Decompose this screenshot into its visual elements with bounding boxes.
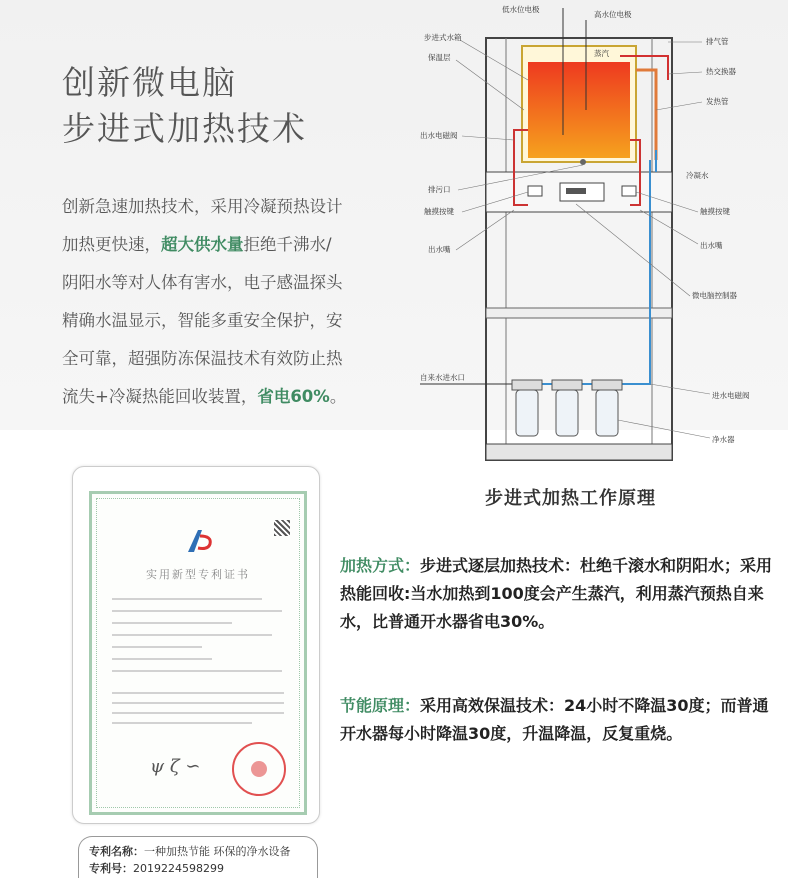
label-insulation: 保温层: [428, 53, 451, 62]
label-steam: 蒸汽: [594, 49, 609, 58]
patent-number-value: 2019224598299: [133, 862, 224, 875]
intro-text-1: 创新急速加热技术，采用冷凝预热设计加热更快速，: [62, 197, 343, 254]
heating-diagram: [410, 0, 788, 470]
patent-logo-icon: [184, 528, 214, 554]
patent-name-row: [89, 843, 307, 860]
heating-method-label: 加热方式：: [340, 556, 421, 575]
heating-method-text: 步进式逐层加热技术：杜绝千滚水和阴阳水；采用热能回收:当水加热到100度会产生蒸汽，利用蒸汽预热自来水，比普通开水器省电30%。: [340, 556, 773, 631]
label-filter: 净水器: [712, 435, 735, 444]
label-tap-left: 出水嘴: [428, 245, 451, 254]
patent-info-box: [78, 836, 318, 878]
official-seal-icon: [232, 742, 286, 796]
energy-principle-text: 采用高效保温技术：24小时不降温30度；而普通开水器每小时降温30度，升温降温，反复重烧。: [340, 696, 769, 743]
patent-name-value: 一种加热节能 环保的净水设备: [144, 845, 291, 858]
tank-water: [528, 62, 630, 158]
intro-paragraph: [62, 188, 347, 416]
patent-number-label: 专利号：: [89, 862, 133, 875]
label-touch-left: 触摸按键: [424, 207, 454, 216]
heating-method-paragraph: [340, 552, 780, 636]
page-heading: [62, 60, 307, 152]
intro-text-end: 。: [329, 387, 347, 406]
label-vent: 排气管: [706, 37, 729, 46]
patent-number-row: [89, 860, 307, 877]
patent-name-label: 专利名称：: [89, 845, 144, 858]
intro-highlight-supply: 超大供水量: [161, 235, 244, 254]
label-tank: 步进式水箱: [424, 33, 462, 42]
touch-key-right: [622, 186, 636, 196]
label-inlet-valve: 进水电磁阀: [712, 391, 750, 400]
heading-line-2: 步进式加热技术: [62, 109, 307, 148]
label-condensate: 冷凝水: [686, 171, 709, 180]
label-high-level: 高水位电极: [594, 10, 632, 19]
energy-principle-paragraph: [340, 692, 780, 748]
label-exchanger: 热交换器: [706, 67, 736, 76]
certificate-title: 实用新型专利证书: [146, 568, 250, 581]
patent-certificate-card: [72, 466, 320, 824]
qr-code-icon: [274, 520, 290, 536]
intro-highlight-saving: 省电60%: [257, 387, 330, 406]
filter-group: [512, 380, 622, 436]
certificate-document: [89, 491, 307, 815]
label-touch-right: 触摸按键: [700, 207, 730, 216]
heading-line-1: 创新微电脑: [62, 63, 237, 102]
label-controller: 微电脑控制器: [692, 291, 737, 300]
label-low-level: 低水位电极: [502, 5, 540, 14]
signature-mark: ψ ζ ∽: [150, 756, 201, 777]
label-inlet: 自来水进水口: [420, 373, 465, 382]
touch-key-left: [528, 186, 542, 196]
diagram-caption: 步进式加热工作原理: [485, 488, 656, 509]
label-outlet-valve: 出水电磁阀: [420, 131, 458, 140]
energy-principle-label: 节能原理：: [340, 696, 421, 715]
label-drain: 排污口: [428, 185, 451, 194]
intro-text-2: 拒绝千沸水/ 阴阳水等对人体有害水，电子感温探头精确水温显示，智能多重安全保护，安全可靠，超强防冻保温技术有效防止热流失+冷凝热能回收装置，: [62, 235, 343, 406]
label-tap-right: 出水嘴: [700, 241, 723, 250]
label-heater: 发热管: [706, 97, 729, 106]
